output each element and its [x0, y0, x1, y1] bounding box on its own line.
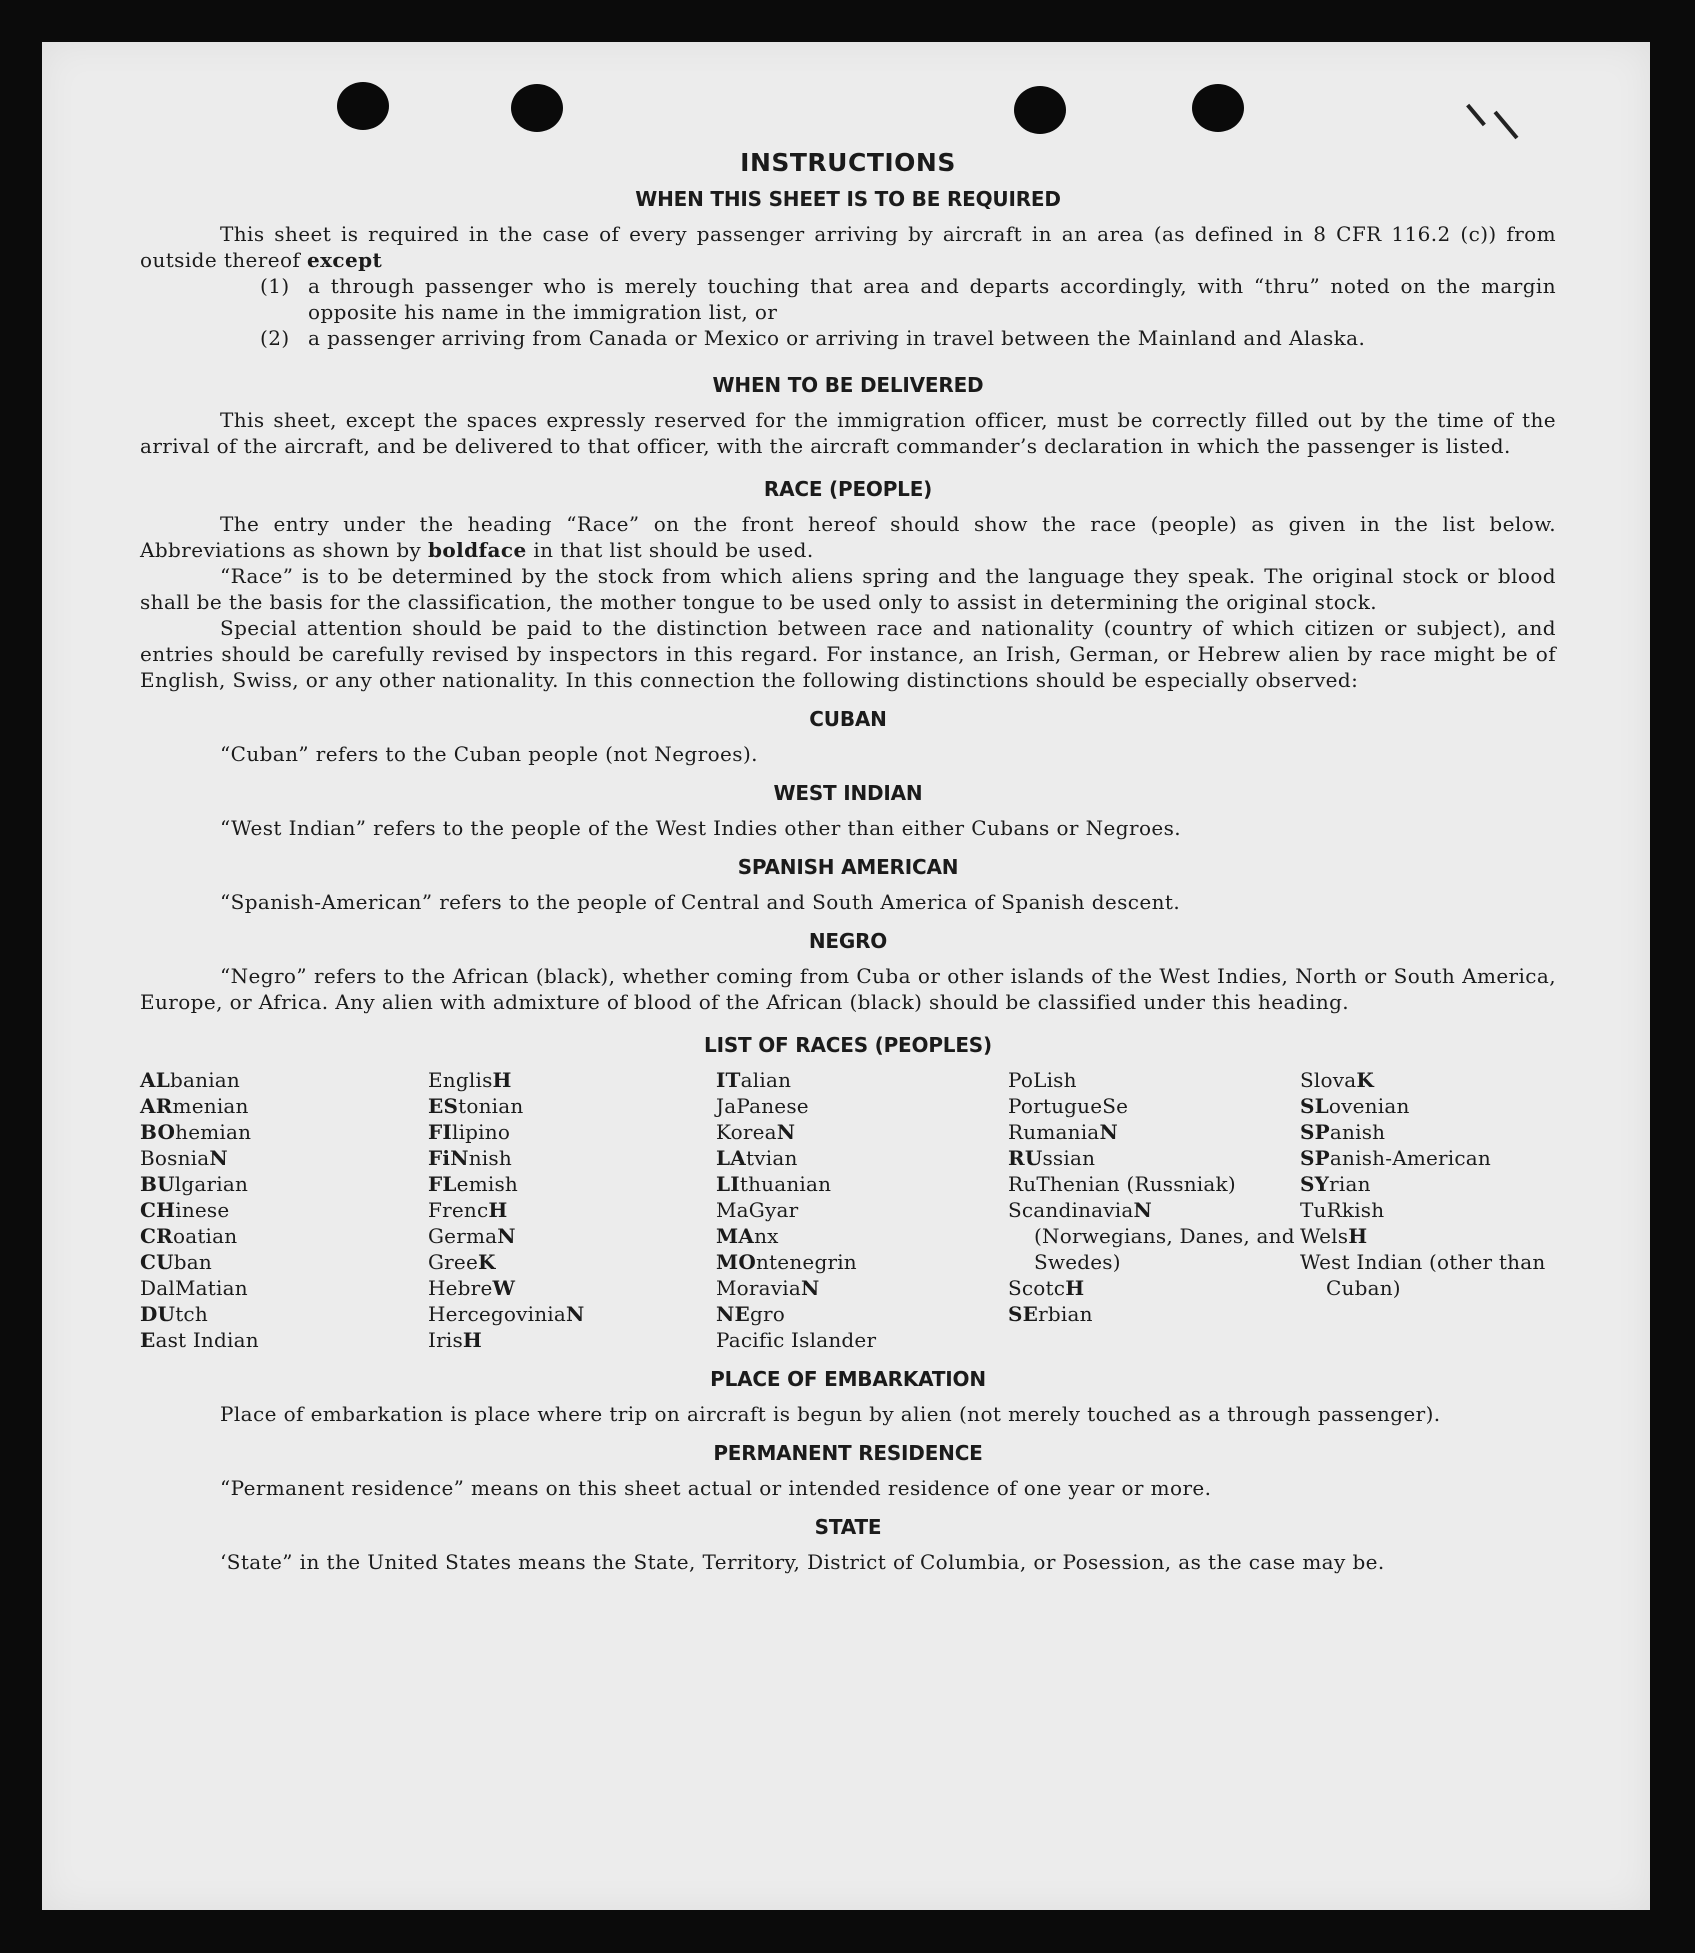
- race-column: [716, 1067, 1008, 1353]
- race-entry: HebreW: [428, 1276, 516, 1300]
- race-entry: MoraviaN: [716, 1276, 820, 1300]
- race-entry: BOhemian: [140, 1120, 252, 1144]
- race-entry: PoLish: [1008, 1068, 1077, 1092]
- punch-hole: [337, 82, 389, 130]
- race-entry: SlovaK: [1300, 1068, 1374, 1092]
- races-list: [140, 1067, 1556, 1353]
- embarkation-text: Place of embarkation is place where trip on aircraft is begun by alien (not merely touched as a through passenger).: [220, 1402, 1441, 1426]
- race-entry: Pacific Islander: [716, 1328, 877, 1352]
- race-entry: DUtch: [140, 1302, 208, 1326]
- heading-embarkation: PLACE OF EMBARKATION: [710, 1367, 986, 1391]
- race-column: [1300, 1067, 1556, 1353]
- page-title: INSTRUCTIONS: [740, 148, 956, 177]
- race-entry: ScandinaviaN (Norwegians, Danes, and Swedes): [1008, 1198, 1295, 1274]
- heading-permanent-residence: PERMANENT RESIDENCE: [713, 1441, 983, 1465]
- race-entry: RUssian: [1008, 1146, 1096, 1170]
- heading-cuban: CUBAN: [809, 707, 887, 731]
- race-paragraph-1: The entry under the heading “Race” on the front hereof should show the race (people) as given in the list below. Abbreviations as shown by boldface in that list should be used.: [140, 512, 1556, 562]
- race-entry: RuThenian (Russniak): [1008, 1172, 1236, 1196]
- race-entry: EnglisH: [428, 1068, 512, 1092]
- race-entry: MAnx: [716, 1224, 779, 1248]
- negro-text: “Negro” refers to the African (black), whether coming from Cuba or other islands of the West Indies, North or South America, Europe, or Africa. Any alien with admixture of blood of the African (black) should be classified under this heading.: [140, 964, 1556, 1014]
- race-entry: GermaN: [428, 1224, 516, 1248]
- west-indian-text: “West Indian” refers to the people of the West Indies other than either Cubans or Negroes.: [220, 816, 1182, 840]
- race-entry: SPanish: [1300, 1120, 1386, 1144]
- race-entry: PortugueSe: [1008, 1094, 1129, 1118]
- race-entry: MaGyar: [716, 1198, 799, 1222]
- punch-hole: [511, 84, 563, 132]
- race-entry: CUban: [140, 1250, 212, 1274]
- race-entry: TuRkish: [1300, 1198, 1385, 1222]
- race-entry: KoreaN: [716, 1120, 796, 1144]
- race-entry: BUlgarian: [140, 1172, 249, 1196]
- heading-spanish-american: SPANISH AMERICAN: [737, 855, 959, 879]
- race-entry: SPanish-American: [1300, 1146, 1492, 1170]
- race-column: [428, 1067, 716, 1353]
- required-item-2: (2) a passenger arriving from Canada or Mexico or arriving in travel between the Mainland and Alaska.: [260, 326, 1366, 350]
- spanish-american-text: “Spanish-American” refers to the people of Central and South America of Spanish descent.: [220, 890, 1181, 914]
- race-entry: GreeK: [428, 1250, 496, 1274]
- heading-negro: NEGRO: [808, 929, 888, 953]
- race-entry: JaPanese: [716, 1094, 809, 1118]
- instructions-content: [140, 148, 1556, 1575]
- pencil-mark: [1494, 111, 1519, 140]
- heading-race: RACE (PEOPLE): [763, 477, 933, 501]
- race-column: [1008, 1067, 1300, 1353]
- race-paragraph-2: “Race” is to be determined by the stock from which aliens spring and the language they speak. The original stock or blood shall be the basis for the classification, the mother tongue to be used only to assist in determining the original stock.: [140, 564, 1556, 614]
- race-entry: SErbian: [1008, 1302, 1093, 1326]
- race-entry: NEgro: [716, 1302, 785, 1326]
- heading-required: WHEN THIS SHEET IS TO BE REQUIRED: [635, 187, 1061, 211]
- race-entry: IrisH: [428, 1328, 483, 1352]
- permanent-residence-text: “Permanent residence” means on this sheet actual or intended residence of one year or more.: [220, 1476, 1212, 1500]
- race-entry: LAtvian: [716, 1146, 798, 1170]
- punch-hole: [1014, 86, 1066, 134]
- race-entry: ITalian: [716, 1068, 792, 1092]
- race-entry: CHinese: [140, 1198, 230, 1222]
- race-entry: SYrian: [1300, 1172, 1371, 1196]
- delivered-text: This sheet, except the spaces expressly reserved for the immigration officer, must be correctly filled out by the time of the arrival of the aircraft, and be delivered to that officer, with the aircraft commander’s declaration in which the passenger is listed.: [140, 408, 1556, 458]
- race-entry: BosniaN: [140, 1146, 228, 1170]
- pencil-mark: [1466, 104, 1486, 126]
- race-entry: FrencH: [428, 1198, 508, 1222]
- race-entry: West Indian (other than Cuban): [1300, 1250, 1546, 1300]
- heading-delivered: WHEN TO BE DELIVERED: [712, 373, 984, 397]
- race-entry: CRoatian: [140, 1224, 238, 1248]
- race-entry: ALbanian: [140, 1068, 240, 1092]
- race-entry: FLemish: [428, 1172, 519, 1196]
- race-column: [140, 1067, 428, 1353]
- punch-hole: [1192, 84, 1244, 132]
- heading-list-of-races: LIST OF RACES (PEOPLES): [704, 1033, 992, 1057]
- race-entry: LIthuanian: [716, 1172, 832, 1196]
- race-entry: MOntenegrin: [716, 1250, 857, 1274]
- state-text: ‘State” in the United States means the State, Territory, District of Columbia, or Posession, as the case may be.: [220, 1550, 1385, 1574]
- race-entry: ARmenian: [140, 1094, 249, 1118]
- heading-west-indian: WEST INDIAN: [773, 781, 923, 805]
- race-entry: FiNnish: [428, 1146, 512, 1170]
- document-page: [42, 42, 1650, 1910]
- race-entry: East Indian: [140, 1328, 259, 1352]
- heading-state: STATE: [814, 1515, 882, 1539]
- race-entry: ScotcH: [1008, 1276, 1085, 1300]
- race-entry: DalMatian: [140, 1276, 248, 1300]
- race-paragraph-3: Special attention should be paid to the distinction between race and nationality (country of which citizen or subject), and entries should be carefully revised by inspectors in this regard. For instance, an Irish, German, or Hebrew alien by race might be of English, Swiss, or any other nationality. In this connection the following distinctions should be especially observed:: [140, 616, 1556, 692]
- race-entry: SLovenian: [1300, 1094, 1410, 1118]
- required-item-1: (1) a through passenger who is merely touching that area and departs accordingly, with “thru” noted on the margin opposite his name in the immigration list, or: [260, 274, 1556, 324]
- race-entry: EStonian: [428, 1094, 524, 1118]
- race-entry: FIlipino: [428, 1120, 511, 1144]
- cuban-text: “Cuban” refers to the Cuban people (not Negroes).: [220, 742, 758, 766]
- required-intro: This sheet is required in the case of every passenger arriving by aircraft in an area (as defined in 8 CFR 116.2 (c)) from outside thereof except: [140, 222, 1556, 272]
- race-entry: WelsH: [1300, 1224, 1368, 1248]
- race-entry: RumaniaN: [1008, 1120, 1118, 1144]
- race-entry: HercegoviniaN: [428, 1302, 585, 1326]
